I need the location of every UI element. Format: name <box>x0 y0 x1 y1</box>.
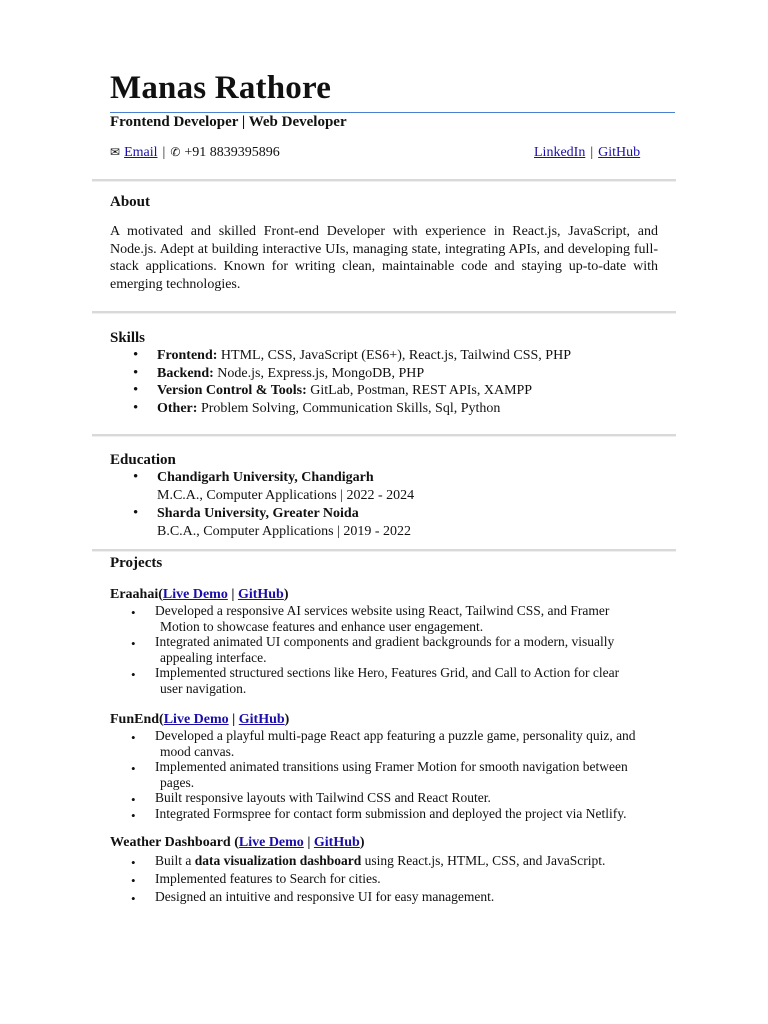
list-item: • Implemented features to Search for cities. <box>110 870 660 888</box>
list-item: • Implemented animated transitions using Framer Motion for smooth navigation between pages. <box>110 759 660 790</box>
project-title: FunEnd(Live Demo | GitHub) <box>110 712 290 727</box>
education-list <box>110 469 414 541</box>
github-link[interactable]: GitHub <box>598 145 641 160</box>
project-name: FunEnd <box>110 712 160 727</box>
list-item <box>110 347 571 365</box>
contact-left <box>110 145 280 161</box>
about-heading: About <box>110 194 151 210</box>
school-name: Sharda University, Greater Noida <box>157 506 359 521</box>
section-divider <box>92 311 676 314</box>
skills-heading: Skills <box>110 330 146 346</box>
section-divider <box>92 434 676 437</box>
name-underline <box>110 112 675 113</box>
skill-label: Frontend: <box>157 348 218 363</box>
project-name: Eraahai <box>110 587 159 602</box>
phone-icon: ✆ <box>170 145 181 159</box>
list-item: • Implemented structured sections like Hero, Features Grid, and Call to Action for clear user navigation. <box>110 665 660 696</box>
job-title: Frontend Developer | Web Developer <box>110 114 347 130</box>
project-name: Weather Dashboard <box>110 835 231 850</box>
list-item: • Developed a responsive AI services website using React, Tailwind CSS, and Framer Motion to showcase features and enhance user engagement. <box>110 603 660 634</box>
linkedin-link[interactable]: LinkedIn <box>534 145 586 160</box>
email-link[interactable]: Email <box>124 145 158 160</box>
list-item <box>110 400 571 418</box>
section-divider <box>92 179 676 182</box>
live-demo-link[interactable]: Live Demo <box>162 587 228 602</box>
contact-right <box>534 145 640 161</box>
skill-value: HTML, CSS, JavaScript (ES6+), React.js, Tailwind CSS, PHP <box>217 348 571 363</box>
project-title: Weather Dashboard (Live Demo | GitHub) <box>110 835 365 850</box>
list-item <box>110 365 571 383</box>
list-item <box>110 469 414 504</box>
school-name: Chandigarh University, Chandigarh <box>157 470 374 485</box>
list-item <box>110 505 414 540</box>
live-demo-link[interactable]: Live Demo <box>163 712 229 727</box>
candidate-name: Manas Rathore <box>110 70 332 106</box>
degree-detail: B.C.A., Computer Applications | 2019 - 2022 <box>157 523 412 539</box>
list-item: • Designed an intuitive and responsive UI for easy management. <box>110 888 660 906</box>
education-heading: Education <box>110 452 176 468</box>
project-bullets <box>110 603 660 696</box>
section-divider <box>92 549 676 552</box>
live-demo-link[interactable]: Live Demo <box>238 835 304 850</box>
github-link[interactable]: GitHub <box>313 835 360 850</box>
separator: | <box>162 145 166 160</box>
skill-label: Version Control & Tools: <box>157 383 307 398</box>
degree-detail: M.C.A., Computer Applications | 2022 - 2024 <box>157 487 415 503</box>
list-item <box>110 382 571 400</box>
skill-value: Problem Solving, Communication Skills, Sql, Python <box>197 400 501 416</box>
skill-value: GitLab, Postman, REST APIs, XAMPP <box>306 383 533 398</box>
envelope-icon: ✉ <box>110 145 121 159</box>
list-item: • Built a data visualization dashboard using React.js, HTML, CSS, and JavaScript. <box>110 852 660 870</box>
skill-label: Other: <box>157 400 198 416</box>
project-title: Eraahai(Live Demo | GitHub) <box>110 587 289 602</box>
list-item: • Developed a playful multi-page React app featuring a puzzle game, personality quiz, and mood canvas. <box>110 728 660 759</box>
list-item: • Integrated Formspree for contact form submission and deployed the project via Netlify. <box>110 806 660 822</box>
about-text: A motivated and skilled Front-end Developer with experience in React.js, JavaScript, and Node.js. Adept at building interactive UIs, managing state, integrating APIs, and developing full-stack applications. Known for writing clean, maintainable code and staying up-to-date with emerging technologies. <box>110 224 658 292</box>
project-bullets <box>110 728 660 821</box>
project-bullets <box>110 852 660 906</box>
skill-value: Node.js, Express.js, MongoDB, PHP <box>213 365 425 381</box>
list-item: • Built responsive layouts with Tailwind CSS and React Router. <box>110 790 660 806</box>
list-item: • Integrated animated UI components and gradient backgrounds for a modern, visually appealing interface. <box>110 634 660 665</box>
github-link[interactable]: GitHub <box>237 587 284 602</box>
phone-number: +91 8839395896 <box>184 145 280 160</box>
skills-list <box>110 347 571 417</box>
separator: | <box>590 145 594 160</box>
github-link[interactable]: GitHub <box>238 712 285 727</box>
projects-heading: Projects <box>110 555 163 571</box>
skill-label: Backend: <box>157 365 214 381</box>
